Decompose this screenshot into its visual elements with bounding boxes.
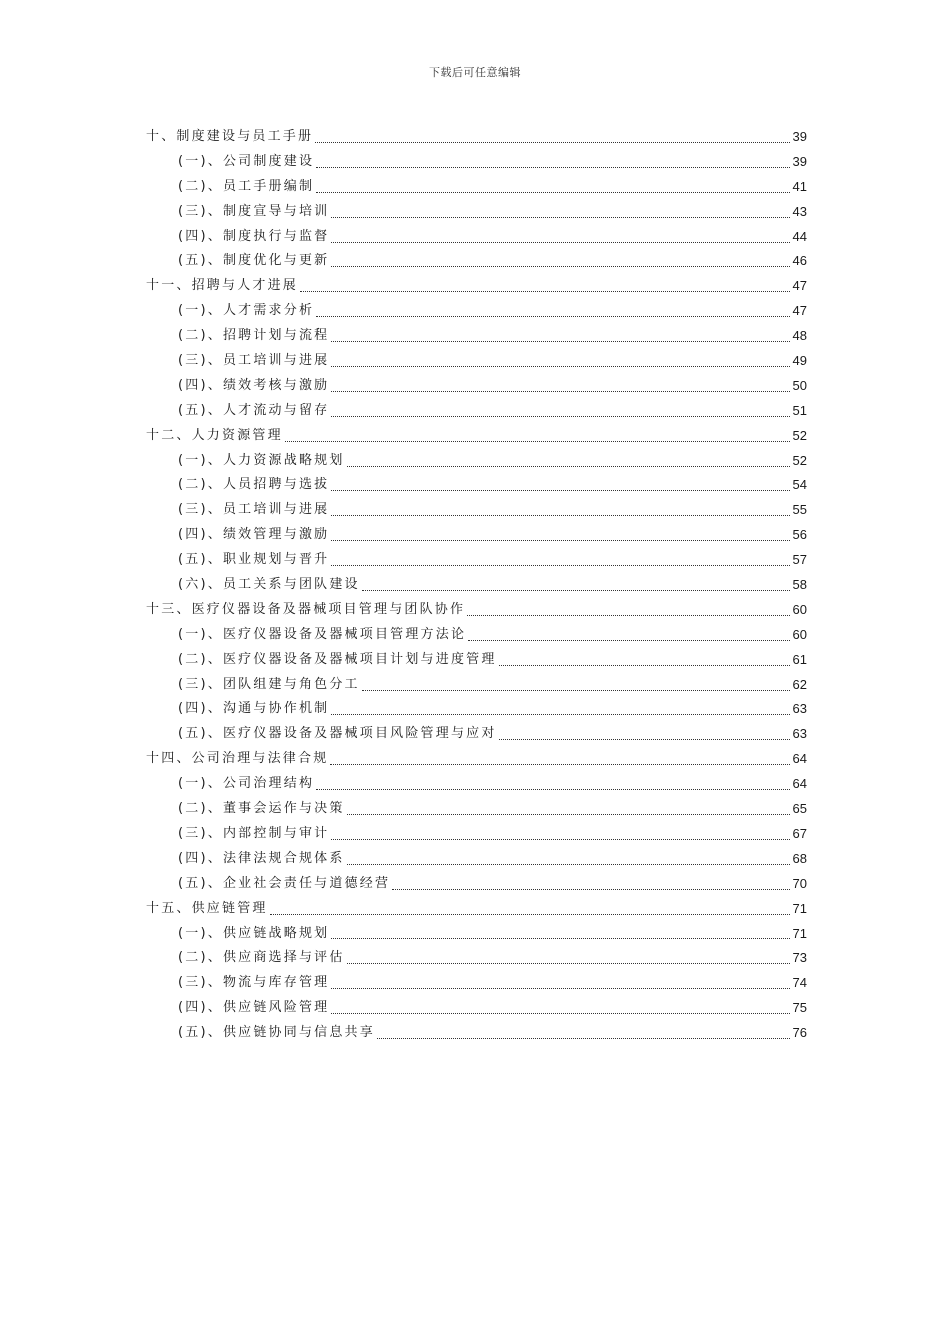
toc-entry-title: (一)、人才需求分析 [178,299,315,324]
toc-entry-title: 十、制度建设与员工手册 [146,125,314,150]
toc-page-number: 55 [792,502,807,518]
toc-entry-title: (三)、员工培训与进展 [178,498,330,523]
toc-dot-leader [316,789,790,790]
toc-dot-leader [316,192,790,193]
toc-page-number: 70 [792,875,807,891]
toc-dot-leader [362,590,790,591]
toc-dot-leader [331,540,790,541]
toc-chapter-entry[interactable] [146,424,807,449]
toc-page-number: 57 [792,552,807,568]
toc-section-entry[interactable] [146,922,807,947]
toc-page-number: 44 [792,228,807,244]
toc-page-number: 50 [792,377,807,393]
toc-entry-title: (五)、供应链协同与信息共享 [178,1021,376,1046]
toc-page-number: 63 [792,701,807,717]
toc-dot-leader [362,690,790,691]
toc-section-entry[interactable] [146,225,807,250]
toc-page-number: 74 [792,975,807,991]
toc-page-number: 71 [792,925,807,941]
toc-page-number: 39 [792,153,807,169]
toc-entry-title: (三)、物流与库存管理 [178,971,330,996]
toc-section-entry[interactable] [146,971,807,996]
toc-entry-title: (一)、供应链战略规划 [178,922,330,947]
toc-entry-title: 十五、供应链管理 [146,897,269,922]
toc-page-number: 52 [792,452,807,468]
toc-dot-leader [285,441,790,442]
toc-dot-leader [315,142,790,143]
toc-dot-leader [347,814,790,815]
toc-chapter-entry[interactable] [146,125,807,150]
toc-dot-leader [331,217,790,218]
toc-dot-leader [467,615,790,616]
toc-entry-title: (六)、员工关系与团队建设 [178,573,361,598]
toc-page-number: 65 [792,801,807,817]
toc-dot-leader [331,938,790,939]
toc-page-number: 43 [792,203,807,219]
toc-page-number: 60 [792,601,807,617]
toc-section-entry[interactable] [146,772,807,797]
toc-page-number: 39 [792,129,807,144]
toc-section-entry[interactable] [146,797,807,822]
toc-dot-leader [347,864,790,865]
toc-chapter-entry[interactable] [146,598,807,623]
toc-entry-title: 十二、人力资源管理 [146,424,284,449]
toc-section-entry[interactable] [146,498,807,523]
toc-entry-title: (三)、制度宣导与培训 [178,200,330,225]
toc-dot-leader [270,914,790,915]
toc-chapter-entry[interactable] [146,274,807,299]
toc-section-entry[interactable] [146,872,807,897]
toc-section-entry[interactable] [146,175,807,200]
toc-entry-title: (五)、职业规划与晋升 [178,548,330,573]
toc-page-number: 49 [792,353,807,369]
table-of-contents [146,125,807,1046]
toc-page-number: 47 [792,278,807,294]
toc-section-entry[interactable] [146,573,807,598]
toc-dot-leader [377,1038,790,1039]
toc-page-number: 76 [792,1025,807,1041]
toc-page-number: 41 [792,178,807,194]
toc-page-number: 61 [792,651,807,667]
toc-section-entry[interactable] [146,1021,807,1046]
toc-section-entry[interactable] [146,996,807,1021]
toc-page-number: 47 [792,303,807,319]
toc-dot-leader [331,839,790,840]
toc-page-number: 56 [792,527,807,543]
toc-page-number: 48 [792,328,807,344]
toc-entry-title: (一)、公司治理结构 [178,772,315,797]
toc-entry-title: (一)、公司制度建设 [178,150,315,175]
toc-entry-title: 十四、公司治理与法律合规 [146,747,329,772]
toc-section-entry[interactable] [146,349,807,374]
toc-dot-leader [330,764,790,765]
toc-section-entry[interactable] [146,449,807,474]
toc-page-number: 73 [792,950,807,966]
toc-section-entry[interactable] [146,847,807,872]
toc-page-number: 75 [792,1000,807,1016]
toc-section-entry[interactable] [146,200,807,225]
toc-page-number: 64 [792,776,807,792]
toc-entry-title: (五)、医疗仪器设备及器械项目风险管理与应对 [178,722,498,747]
toc-entry-title: (四)、供应链风险管理 [178,996,330,1021]
toc-entry-title: (二)、员工手册编制 [178,175,315,200]
toc-section-entry[interactable] [146,399,807,424]
toc-page-number: 63 [792,726,807,742]
toc-entry-title: (四)、绩效管理与激励 [178,523,330,548]
page-header: 下载后可任意编辑 [429,66,521,79]
toc-page-number: 60 [792,626,807,642]
toc-page-number: 54 [792,477,807,493]
toc-entry-title: (四)、法律法规合规体系 [178,847,346,872]
toc-dot-leader [316,316,790,317]
toc-dot-leader [331,391,790,392]
toc-section-entry[interactable] [146,299,807,324]
toc-page-number: 51 [792,402,807,418]
toc-page-number: 67 [792,825,807,841]
toc-entry-title: (三)、团队组建与角色分工 [178,673,361,698]
toc-entry-title: (四)、绩效考核与激励 [178,374,330,399]
toc-section-entry[interactable] [146,473,807,498]
toc-chapter-entry[interactable] [146,897,807,922]
toc-section-entry[interactable] [146,523,807,548]
toc-dot-leader [331,490,790,491]
toc-entry-title: (三)、内部控制与审计 [178,822,330,847]
toc-dot-leader [331,341,790,342]
toc-entry-title: (二)、医疗仪器设备及器械项目计划与进度管理 [178,648,498,673]
toc-page-number: 46 [792,253,807,269]
toc-section-entry[interactable] [146,374,807,399]
toc-page-number: 58 [792,577,807,593]
toc-page-number: 68 [792,850,807,866]
toc-entry-title: (四)、制度执行与监督 [178,225,330,250]
toc-section-entry[interactable] [146,648,807,673]
toc-dot-leader [331,1013,790,1014]
toc-dot-leader [331,266,790,267]
toc-entry-title: (五)、制度优化与更新 [178,249,330,274]
toc-page-number: 71 [792,900,807,916]
toc-section-entry[interactable] [146,324,807,349]
toc-entry-title: (五)、人才流动与留存 [178,399,330,424]
toc-dot-leader [499,739,790,740]
toc-section-entry[interactable] [146,673,807,698]
toc-entry-title: (二)、招聘计划与流程 [178,324,330,349]
toc-dot-leader [347,466,790,467]
toc-dot-leader [499,665,790,666]
toc-chapter-entry[interactable] [146,747,807,772]
toc-entry-title: 十一、招聘与人才进展 [146,274,299,299]
toc-section-entry[interactable] [146,623,807,648]
toc-entry-title: 十三、医疗仪器设备及器械项目管理与团队协作 [146,598,466,623]
toc-section-entry[interactable] [146,249,807,274]
toc-dot-leader [316,167,790,168]
toc-entry-title: (一)、人力资源战略规划 [178,449,346,474]
toc-dot-leader [331,714,790,715]
toc-entry-title: (三)、员工培训与进展 [178,349,330,374]
toc-dot-leader [331,988,790,989]
toc-entry-title: (二)、人员招聘与选拔 [178,473,330,498]
toc-section-entry[interactable] [146,150,807,175]
toc-page-number: 52 [792,427,807,443]
toc-section-entry[interactable] [146,946,807,971]
toc-page-number: 64 [792,751,807,767]
toc-section-entry[interactable] [146,822,807,847]
toc-entry-title: (二)、供应商选择与评估 [178,946,346,971]
toc-section-entry[interactable] [146,548,807,573]
toc-dot-leader [331,366,790,367]
toc-dot-leader [392,889,790,890]
toc-dot-leader [468,640,790,641]
toc-section-entry[interactable] [146,697,807,722]
toc-dot-leader [331,416,790,417]
toc-dot-leader [331,242,790,243]
toc-section-entry[interactable] [146,722,807,747]
toc-page-number: 62 [792,676,807,692]
toc-dot-leader [300,291,790,292]
toc-entry-title: (五)、企业社会责任与道德经营 [178,872,391,897]
toc-dot-leader [347,963,790,964]
toc-entry-title: (四)、沟通与协作机制 [178,697,330,722]
toc-dot-leader [331,565,790,566]
toc-entry-title: (一)、医疗仪器设备及器械项目管理方法论 [178,623,467,648]
toc-entry-title: (二)、董事会运作与决策 [178,797,346,822]
toc-dot-leader [331,515,790,516]
